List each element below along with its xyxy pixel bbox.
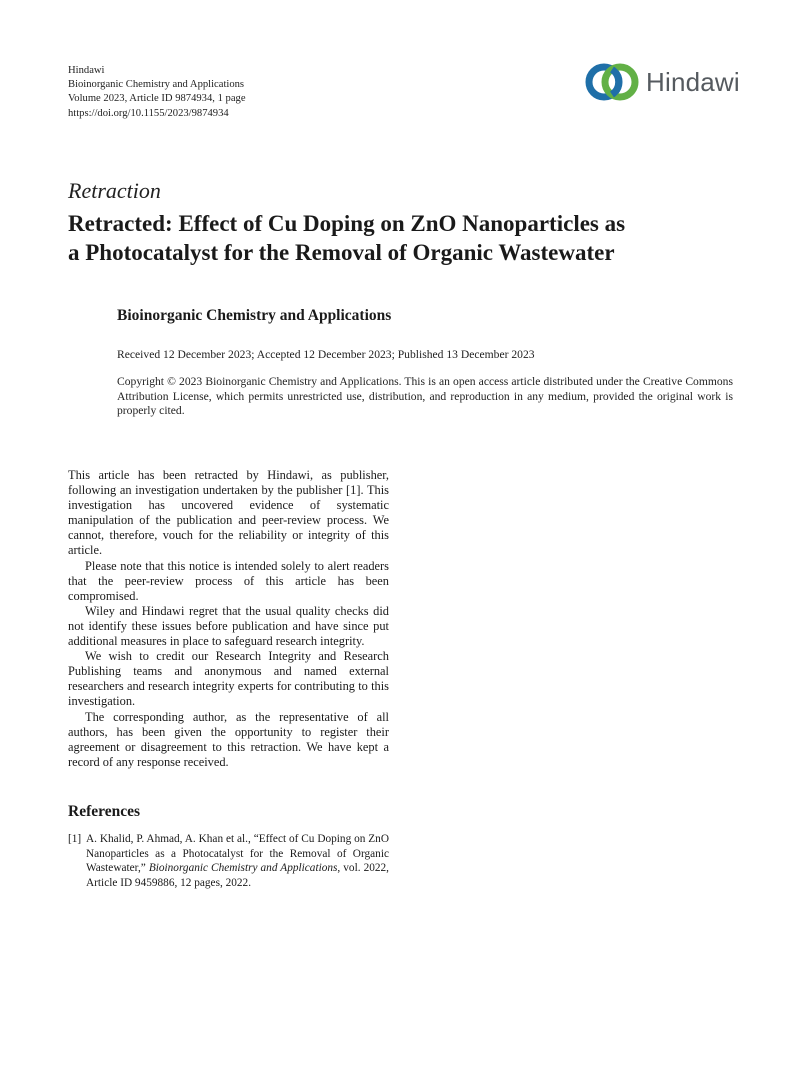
hindawi-rings-icon (584, 63, 640, 101)
article-type: Retraction (68, 178, 161, 203)
title-line-2: a Photocatalyst for the Removal of Organic Wastewater (68, 240, 615, 265)
body-paragraph: Wiley and Hindawi regret that the usual quality checks did not identify these issues before publication and have since put additional measures in place to safeguard research integrity. (68, 603, 389, 649)
journal-name: Bioinorganic Chemistry and Applications (68, 79, 245, 91)
volume-line: Volume 2023, Article ID 9874934, 1 page (68, 93, 246, 105)
publication-dates: Received 12 December 2023; Accepted 12 December 2023; Published 13 December 2023 (117, 348, 535, 361)
reference-journal: Bioinorganic Chemistry and Applications (148, 862, 338, 875)
reference-number: [1] (68, 833, 82, 845)
body-text (68, 468, 389, 770)
body-paragraph: This article has been retracted by Hindawi, as publisher, following an investigation undertaken by the publisher [1]. This investigation has uncovered evidence of systematic manipulation of the publication and peer-review process. We cannot, therefore, vouch for the reliability or integrity of this article. (68, 468, 389, 558)
reference-item (68, 832, 389, 890)
header-meta (68, 64, 246, 121)
hindawi-logo (584, 63, 740, 101)
reference-citation: A. Khalid, P. Ahmad, A. Khan et al., “Effect of Cu Doping on ZnO Nanoparticles as a Photocatalyst for the Removal of Organic Wastewater,” (86, 833, 389, 875)
reference-text (86, 832, 389, 890)
doi-link[interactable]: https://doi.org/10.1155/2023/9874934 (68, 107, 229, 119)
publisher-name: Hindawi (68, 65, 105, 76)
body-paragraph: The corresponding author, as the representative of all authors, has been given the opportunity to register their agreement or disagreement to this retraction. We have kept a record of any response received. (68, 709, 389, 769)
title-line-1: Retracted: Effect of Cu Doping on ZnO Nanoparticles as (68, 211, 626, 236)
reference-details: , vol. 2022, Article ID 9459886, 12 pages, 2022. (86, 862, 389, 889)
references-heading: References (68, 803, 141, 820)
body-paragraph: We wish to credit our Research Integrity and Research Publishing teams and anonymous and named external researchers and research integrity experts for contributing to this investigation. (68, 649, 389, 709)
logo-wordmark: Hindawi (646, 66, 740, 97)
article-title (68, 209, 738, 267)
author-line: Bioinorganic Chemistry and Applications (117, 307, 392, 324)
body-paragraph: Please note that this notice is intended solely to alert readers that the peer-review process of this article has been compromised. (68, 558, 389, 603)
copyright-notice: Copyright © 2023 Bioinorganic Chemistry and Applications. This is an open access article distributed under the Creative Commons Attribution License, which permits unrestricted use, distribution, and reproduction in any medium, provided the original work is properly cited. (117, 375, 733, 418)
